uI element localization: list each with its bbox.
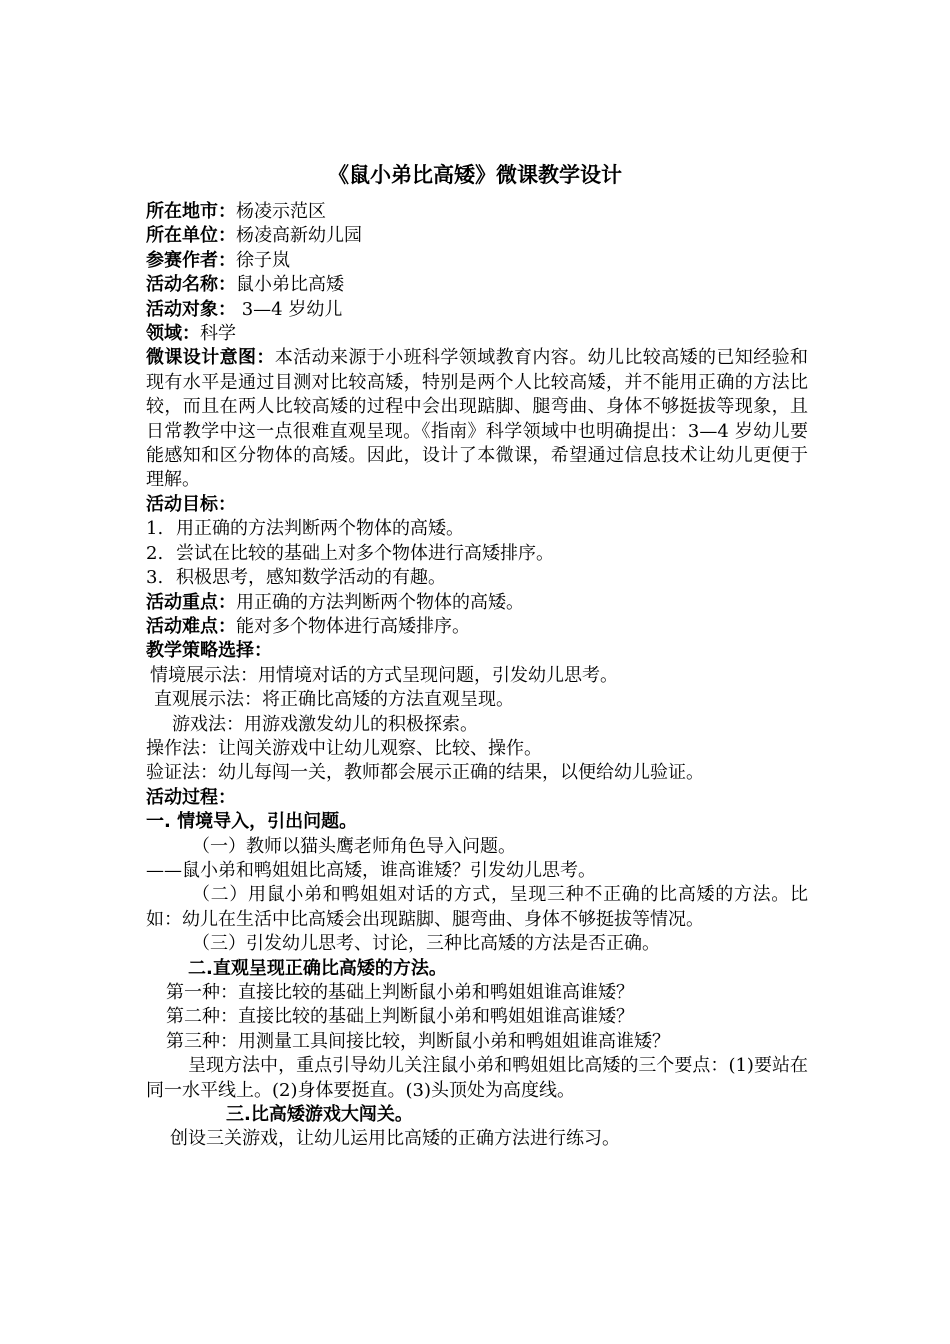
- section-1-title: 一. 情境导入，引出问题。: [146, 811, 358, 833]
- strategy-item: 直观展示法：将正确比高矮的方法直观呈现。: [154, 689, 514, 711]
- intent-paragraph: [146, 346, 808, 492]
- goal-item: [146, 517, 808, 541]
- section-3-title: 三.比高矮游戏大闯关。: [226, 1104, 413, 1126]
- section-2-item: 第一种：直接比较的基础上判断鼠小弟和鸭姐姐谁高谁矮？: [166, 982, 634, 1003]
- key-point: [146, 591, 808, 615]
- process-heading: 活动过程：: [146, 786, 236, 808]
- key-point-text: 用正确的方法判断两个物体的高矮。: [236, 591, 524, 613]
- section-2-item: 第三种：用测量工具间接比较，判断鼠小弟和鸭姐姐谁高谁矮？: [166, 1030, 670, 1052]
- unit-label: 所在单位：: [146, 225, 236, 247]
- city-label: 所在地市：: [146, 201, 236, 222]
- difficulty: [146, 615, 808, 639]
- author-value: 徐子岚: [236, 249, 290, 271]
- goal-number: 2.: [146, 542, 164, 564]
- strategy-item: 操作法：让闯关游戏中让幼儿观察、比较、操作。: [146, 737, 542, 759]
- author-label: 参赛作者：: [146, 249, 236, 271]
- goals-heading: 活动目标：: [146, 493, 236, 515]
- intent-label: 微课设计意图：: [146, 347, 275, 369]
- key-point-label: 活动重点：: [146, 591, 236, 613]
- info-city: [146, 200, 808, 224]
- document-body: [146, 200, 808, 1152]
- activity-value: 鼠小弟比高矮: [236, 274, 344, 296]
- domain-label: 领域：: [146, 323, 200, 345]
- domain-value: 科学: [200, 323, 236, 345]
- section-2-title: 二.直观呈现正确比高矮的方法。: [188, 957, 447, 979]
- goal-item: [146, 566, 808, 590]
- difficulty-label: 活动难点：: [146, 615, 236, 637]
- goal-text: 尝试在比较的基础上对多个物体进行高矮排序。: [176, 542, 554, 564]
- target-value: 3—4 岁幼儿: [236, 298, 343, 320]
- section-1-step-3: （三）引发幼儿思考、讨论，三种比高矮的方法是否正确。: [192, 933, 660, 955]
- strategy-item: 游戏法：用游戏激发幼儿的积极探索。: [172, 713, 478, 735]
- goal-number: 1.: [146, 518, 164, 540]
- info-author: [146, 249, 808, 273]
- info-unit: [146, 224, 808, 248]
- difficulty-text: 能对多个物体进行高矮排序。: [236, 615, 470, 637]
- goal-text: 用正确的方法判断两个物体的高矮。: [176, 518, 464, 540]
- strategy-item: 验证法：幼儿每闯一关，教师都会展示正确的结果，以便给幼儿验证。: [146, 762, 704, 784]
- section-2-item: 第二种：直接比较的基础上判断鼠小弟和鸭姐姐谁高谁矮？: [166, 1006, 634, 1028]
- info-domain: [146, 322, 808, 346]
- document-title: 《鼠小弟比高矮》微课教学设计: [328, 163, 622, 187]
- strategy-item: 情境展示法：用情境对话的方式呈现问题，引发幼儿思考。: [150, 664, 618, 686]
- goal-number: 3.: [146, 567, 164, 589]
- goal-item: [146, 542, 808, 566]
- unit-value: 杨凌高新幼儿园: [236, 225, 362, 247]
- info-target: [146, 298, 808, 322]
- info-activity: [146, 273, 808, 297]
- section-2-paragraph: 呈现方法中，重点引导幼儿关注鼠小弟和鸭姐姐比高矮的三个要点：(1)要站在同一水平线上。(2)身体要挺直。(3)头顶处为高度线。: [146, 1055, 808, 1101]
- intent-text: 本活动来源于小班科学领域教育内容。幼儿比较高矮的已知经验和现有水平是通过目测对比较高矮，特别是两个人比较高矮，并不能用正确的方法比较，而且在两人比较高矮的过程中会出现踮脚、腿弯曲、身体不够挺拔等现象，且日常教学中这一点很难直观呈现。《指南》科学领域中也明确提出：3—4 岁幼儿要能感知和区分物体的高矮。因此，设计了本微课，希望通过信息技术让幼儿更便于理解。: [146, 347, 809, 491]
- target-label: 活动对象：: [146, 298, 236, 320]
- section-3-paragraph: 创设三关游戏，让幼儿运用比高矮的正确方法进行练习。: [170, 1128, 620, 1150]
- goal-text: 积极思考，感知数学活动的有趣。: [176, 567, 446, 589]
- section-1-step-2: （二）用鼠小弟和鸭姐姐对话的方式，呈现三种不正确的比高矮的方法。比如：幼儿在生活中比高矮会出现踮脚、腿弯曲、身体不够挺拔等情况。: [146, 884, 808, 930]
- strategy-heading: 教学策略选择：: [146, 640, 272, 662]
- activity-label: 活动名称：: [146, 274, 236, 296]
- section-1-step-1-detail: ——鼠小弟和鸭姐姐比高矮，谁高谁矮？引发幼儿思考。: [146, 859, 596, 881]
- section-1-step-1: （一）教师以猫头鹰老师角色导入问题。: [192, 835, 516, 857]
- city-value: 杨凌示范区: [236, 201, 326, 222]
